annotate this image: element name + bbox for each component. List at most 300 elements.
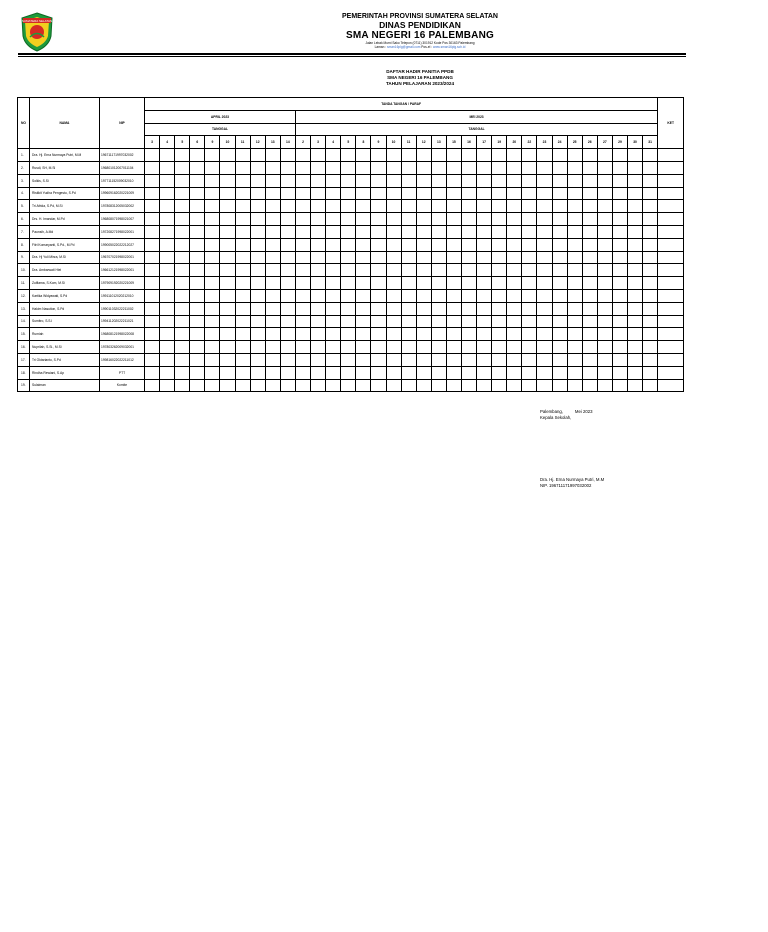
signature-cell[interactable]	[582, 264, 597, 277]
signature-cell[interactable]	[145, 302, 160, 315]
signature-cell[interactable]	[507, 277, 522, 290]
signature-cell[interactable]	[341, 366, 356, 379]
signature-cell[interactable]	[446, 341, 461, 354]
signature-cell[interactable]	[356, 149, 371, 162]
signature-cell[interactable]	[597, 353, 612, 366]
signature-cell[interactable]	[507, 187, 522, 200]
signature-cell[interactable]	[280, 366, 295, 379]
signature-cell[interactable]	[612, 251, 627, 264]
signature-cell[interactable]	[160, 174, 175, 187]
signature-cell[interactable]	[326, 225, 341, 238]
signature-cell[interactable]	[537, 353, 552, 366]
signature-cell[interactable]	[326, 341, 341, 354]
signature-cell[interactable]	[431, 187, 446, 200]
signature-cell[interactable]	[612, 289, 627, 302]
signature-cell[interactable]	[220, 264, 235, 277]
signature-cell[interactable]	[326, 315, 341, 328]
signature-cell[interactable]	[446, 264, 461, 277]
signature-cell[interactable]	[205, 225, 220, 238]
signature-cell[interactable]	[507, 315, 522, 328]
signature-cell[interactable]	[311, 161, 326, 174]
signature-cell[interactable]	[250, 225, 265, 238]
signature-cell[interactable]	[537, 251, 552, 264]
signature-cell[interactable]	[416, 149, 431, 162]
signature-cell[interactable]	[567, 289, 582, 302]
signature-cell[interactable]	[537, 315, 552, 328]
signature-cell[interactable]	[205, 213, 220, 226]
signature-cell[interactable]	[250, 149, 265, 162]
signature-cell[interactable]	[371, 277, 386, 290]
signature-cell[interactable]	[175, 200, 190, 213]
signature-cell[interactable]	[235, 187, 250, 200]
signature-cell[interactable]	[205, 277, 220, 290]
signature-cell[interactable]	[628, 161, 643, 174]
signature-cell[interactable]	[492, 328, 507, 341]
signature-cell[interactable]	[220, 149, 235, 162]
signature-cell[interactable]	[280, 187, 295, 200]
signature-cell[interactable]	[160, 161, 175, 174]
signature-cell[interactable]	[160, 353, 175, 366]
signature-cell[interactable]	[567, 264, 582, 277]
signature-cell[interactable]	[477, 341, 492, 354]
signature-cell[interactable]	[401, 328, 416, 341]
signature-cell[interactable]	[265, 353, 280, 366]
signature-cell[interactable]	[160, 302, 175, 315]
ket-cell[interactable]	[658, 277, 684, 290]
signature-cell[interactable]	[386, 366, 401, 379]
signature-cell[interactable]	[582, 277, 597, 290]
signature-cell[interactable]	[446, 238, 461, 251]
signature-cell[interactable]	[341, 289, 356, 302]
signature-cell[interactable]	[567, 302, 582, 315]
signature-cell[interactable]	[597, 187, 612, 200]
signature-cell[interactable]	[311, 341, 326, 354]
signature-cell[interactable]	[597, 328, 612, 341]
signature-cell[interactable]	[265, 379, 280, 392]
signature-cell[interactable]	[552, 353, 567, 366]
signature-cell[interactable]	[461, 315, 476, 328]
signature-cell[interactable]	[537, 366, 552, 379]
signature-cell[interactable]	[371, 174, 386, 187]
signature-cell[interactable]	[356, 302, 371, 315]
signature-cell[interactable]	[175, 238, 190, 251]
signature-cell[interactable]	[416, 379, 431, 392]
signature-cell[interactable]	[416, 187, 431, 200]
signature-cell[interactable]	[431, 149, 446, 162]
signature-cell[interactable]	[326, 174, 341, 187]
signature-cell[interactable]	[265, 328, 280, 341]
signature-cell[interactable]	[175, 302, 190, 315]
signature-cell[interactable]	[220, 174, 235, 187]
signature-cell[interactable]	[477, 213, 492, 226]
signature-cell[interactable]	[612, 174, 627, 187]
signature-cell[interactable]	[416, 213, 431, 226]
signature-cell[interactable]	[356, 161, 371, 174]
signature-cell[interactable]	[477, 187, 492, 200]
signature-cell[interactable]	[612, 302, 627, 315]
signature-cell[interactable]	[582, 353, 597, 366]
signature-cell[interactable]	[446, 149, 461, 162]
signature-cell[interactable]	[265, 187, 280, 200]
signature-cell[interactable]	[416, 289, 431, 302]
signature-cell[interactable]	[567, 341, 582, 354]
signature-cell[interactable]	[582, 161, 597, 174]
signature-cell[interactable]	[597, 302, 612, 315]
signature-cell[interactable]	[461, 379, 476, 392]
signature-cell[interactable]	[431, 161, 446, 174]
signature-cell[interactable]	[371, 264, 386, 277]
signature-cell[interactable]	[401, 277, 416, 290]
signature-cell[interactable]	[401, 161, 416, 174]
signature-cell[interactable]	[265, 302, 280, 315]
signature-cell[interactable]	[537, 238, 552, 251]
signature-cell[interactable]	[311, 213, 326, 226]
signature-cell[interactable]	[220, 366, 235, 379]
signature-cell[interactable]	[280, 238, 295, 251]
signature-cell[interactable]	[175, 251, 190, 264]
signature-cell[interactable]	[628, 213, 643, 226]
signature-cell[interactable]	[160, 149, 175, 162]
signature-cell[interactable]	[371, 238, 386, 251]
signature-cell[interactable]	[356, 341, 371, 354]
signature-cell[interactable]	[446, 200, 461, 213]
signature-cell[interactable]	[265, 213, 280, 226]
signature-cell[interactable]	[552, 328, 567, 341]
signature-cell[interactable]	[628, 302, 643, 315]
signature-cell[interactable]	[220, 379, 235, 392]
signature-cell[interactable]	[416, 328, 431, 341]
signature-cell[interactable]	[356, 264, 371, 277]
signature-cell[interactable]	[250, 341, 265, 354]
signature-cell[interactable]	[507, 238, 522, 251]
signature-cell[interactable]	[522, 353, 537, 366]
signature-cell[interactable]	[205, 379, 220, 392]
ket-cell[interactable]	[658, 238, 684, 251]
signature-cell[interactable]	[341, 225, 356, 238]
signature-cell[interactable]	[492, 200, 507, 213]
signature-cell[interactable]	[477, 238, 492, 251]
signature-cell[interactable]	[537, 149, 552, 162]
signature-cell[interactable]	[356, 213, 371, 226]
signature-cell[interactable]	[522, 200, 537, 213]
signature-cell[interactable]	[567, 200, 582, 213]
signature-cell[interactable]	[507, 174, 522, 187]
signature-cell[interactable]	[401, 251, 416, 264]
signature-cell[interactable]	[386, 328, 401, 341]
signature-cell[interactable]	[567, 225, 582, 238]
signature-cell[interactable]	[461, 200, 476, 213]
signature-cell[interactable]	[522, 225, 537, 238]
signature-cell[interactable]	[492, 225, 507, 238]
signature-cell[interactable]	[341, 302, 356, 315]
signature-cell[interactable]	[492, 289, 507, 302]
signature-cell[interactable]	[311, 174, 326, 187]
signature-cell[interactable]	[295, 379, 310, 392]
signature-cell[interactable]	[552, 289, 567, 302]
signature-cell[interactable]	[431, 328, 446, 341]
signature-cell[interactable]	[612, 200, 627, 213]
signature-cell[interactable]	[356, 315, 371, 328]
signature-cell[interactable]	[552, 161, 567, 174]
signature-cell[interactable]	[643, 149, 658, 162]
signature-cell[interactable]	[552, 341, 567, 354]
signature-cell[interactable]	[250, 200, 265, 213]
signature-cell[interactable]	[280, 353, 295, 366]
signature-cell[interactable]	[250, 174, 265, 187]
signature-cell[interactable]	[431, 277, 446, 290]
signature-cell[interactable]	[643, 264, 658, 277]
signature-cell[interactable]	[235, 366, 250, 379]
signature-cell[interactable]	[597, 264, 612, 277]
signature-cell[interactable]	[537, 187, 552, 200]
signature-cell[interactable]	[552, 187, 567, 200]
signature-cell[interactable]	[446, 328, 461, 341]
signature-cell[interactable]	[643, 328, 658, 341]
signature-cell[interactable]	[250, 328, 265, 341]
signature-cell[interactable]	[190, 251, 205, 264]
signature-cell[interactable]	[295, 238, 310, 251]
ket-cell[interactable]	[658, 366, 684, 379]
signature-cell[interactable]	[371, 379, 386, 392]
signature-cell[interactable]	[175, 264, 190, 277]
signature-cell[interactable]	[265, 289, 280, 302]
signature-cell[interactable]	[371, 187, 386, 200]
signature-cell[interactable]	[461, 302, 476, 315]
signature-cell[interactable]	[537, 213, 552, 226]
signature-cell[interactable]	[582, 238, 597, 251]
signature-cell[interactable]	[280, 315, 295, 328]
signature-cell[interactable]	[205, 251, 220, 264]
signature-cell[interactable]	[612, 238, 627, 251]
signature-cell[interactable]	[386, 302, 401, 315]
signature-cell[interactable]	[250, 251, 265, 264]
signature-cell[interactable]	[145, 161, 160, 174]
signature-cell[interactable]	[401, 379, 416, 392]
signature-cell[interactable]	[295, 289, 310, 302]
signature-cell[interactable]	[643, 302, 658, 315]
signature-cell[interactable]	[205, 328, 220, 341]
signature-cell[interactable]	[522, 302, 537, 315]
signature-cell[interactable]	[552, 213, 567, 226]
signature-cell[interactable]	[160, 341, 175, 354]
signature-cell[interactable]	[401, 187, 416, 200]
ket-cell[interactable]	[658, 149, 684, 162]
signature-cell[interactable]	[401, 225, 416, 238]
signature-cell[interactable]	[220, 187, 235, 200]
signature-cell[interactable]	[431, 289, 446, 302]
signature-cell[interactable]	[280, 213, 295, 226]
signature-cell[interactable]	[175, 328, 190, 341]
signature-cell[interactable]	[280, 225, 295, 238]
signature-cell[interactable]	[416, 251, 431, 264]
signature-cell[interactable]	[582, 200, 597, 213]
signature-cell[interactable]	[190, 366, 205, 379]
signature-cell[interactable]	[477, 315, 492, 328]
signature-cell[interactable]	[567, 213, 582, 226]
signature-cell[interactable]	[537, 225, 552, 238]
signature-cell[interactable]	[190, 149, 205, 162]
signature-cell[interactable]	[492, 264, 507, 277]
signature-cell[interactable]	[295, 213, 310, 226]
signature-cell[interactable]	[643, 187, 658, 200]
signature-cell[interactable]	[416, 225, 431, 238]
signature-cell[interactable]	[446, 315, 461, 328]
signature-cell[interactable]	[643, 315, 658, 328]
signature-cell[interactable]	[235, 328, 250, 341]
signature-cell[interactable]	[522, 251, 537, 264]
signature-cell[interactable]	[341, 353, 356, 366]
signature-cell[interactable]	[371, 161, 386, 174]
signature-cell[interactable]	[190, 302, 205, 315]
signature-cell[interactable]	[205, 187, 220, 200]
signature-cell[interactable]	[220, 213, 235, 226]
signature-cell[interactable]	[205, 264, 220, 277]
signature-cell[interactable]	[311, 353, 326, 366]
signature-cell[interactable]	[371, 251, 386, 264]
signature-cell[interactable]	[628, 264, 643, 277]
signature-cell[interactable]	[552, 302, 567, 315]
signature-cell[interactable]	[552, 277, 567, 290]
signature-cell[interactable]	[628, 366, 643, 379]
signature-cell[interactable]	[295, 264, 310, 277]
signature-cell[interactable]	[597, 174, 612, 187]
signature-cell[interactable]	[461, 161, 476, 174]
signature-cell[interactable]	[461, 213, 476, 226]
signature-cell[interactable]	[250, 302, 265, 315]
signature-cell[interactable]	[537, 174, 552, 187]
signature-cell[interactable]	[416, 315, 431, 328]
signature-cell[interactable]	[280, 289, 295, 302]
signature-cell[interactable]	[160, 328, 175, 341]
signature-cell[interactable]	[597, 149, 612, 162]
signature-cell[interactable]	[628, 200, 643, 213]
signature-cell[interactable]	[492, 341, 507, 354]
signature-cell[interactable]	[326, 238, 341, 251]
signature-cell[interactable]	[386, 264, 401, 277]
signature-cell[interactable]	[552, 174, 567, 187]
signature-cell[interactable]	[643, 353, 658, 366]
signature-cell[interactable]	[205, 366, 220, 379]
signature-cell[interactable]	[567, 238, 582, 251]
signature-cell[interactable]	[265, 366, 280, 379]
signature-cell[interactable]	[160, 238, 175, 251]
signature-cell[interactable]	[371, 341, 386, 354]
signature-cell[interactable]	[582, 149, 597, 162]
ket-cell[interactable]	[658, 161, 684, 174]
signature-cell[interactable]	[160, 200, 175, 213]
signature-cell[interactable]	[477, 200, 492, 213]
signature-cell[interactable]	[145, 341, 160, 354]
signature-cell[interactable]	[356, 187, 371, 200]
signature-cell[interactable]	[582, 379, 597, 392]
signature-cell[interactable]	[220, 225, 235, 238]
signature-cell[interactable]	[160, 187, 175, 200]
signature-cell[interactable]	[492, 379, 507, 392]
signature-cell[interactable]	[326, 161, 341, 174]
signature-cell[interactable]	[597, 289, 612, 302]
signature-cell[interactable]	[582, 225, 597, 238]
signature-cell[interactable]	[401, 315, 416, 328]
signature-cell[interactable]	[477, 328, 492, 341]
signature-cell[interactable]	[326, 213, 341, 226]
signature-cell[interactable]	[522, 149, 537, 162]
signature-cell[interactable]	[341, 161, 356, 174]
signature-cell[interactable]	[537, 289, 552, 302]
signature-cell[interactable]	[175, 277, 190, 290]
signature-cell[interactable]	[507, 200, 522, 213]
signature-cell[interactable]	[537, 328, 552, 341]
signature-cell[interactable]	[643, 174, 658, 187]
ket-cell[interactable]	[658, 353, 684, 366]
signature-cell[interactable]	[145, 225, 160, 238]
signature-cell[interactable]	[386, 161, 401, 174]
signature-cell[interactable]	[401, 366, 416, 379]
signature-cell[interactable]	[311, 200, 326, 213]
signature-cell[interactable]	[431, 302, 446, 315]
signature-cell[interactable]	[371, 353, 386, 366]
signature-cell[interactable]	[280, 149, 295, 162]
signature-cell[interactable]	[280, 302, 295, 315]
signature-cell[interactable]	[356, 353, 371, 366]
signature-cell[interactable]	[235, 353, 250, 366]
signature-cell[interactable]	[461, 174, 476, 187]
signature-cell[interactable]	[145, 251, 160, 264]
signature-cell[interactable]	[401, 264, 416, 277]
signature-cell[interactable]	[522, 379, 537, 392]
signature-cell[interactable]	[175, 225, 190, 238]
signature-cell[interactable]	[552, 379, 567, 392]
signature-cell[interactable]	[461, 264, 476, 277]
signature-cell[interactable]	[446, 225, 461, 238]
signature-cell[interactable]	[265, 149, 280, 162]
signature-cell[interactable]	[220, 200, 235, 213]
ket-cell[interactable]	[658, 341, 684, 354]
signature-cell[interactable]	[446, 366, 461, 379]
signature-cell[interactable]	[190, 187, 205, 200]
signature-cell[interactable]	[280, 251, 295, 264]
signature-cell[interactable]	[326, 277, 341, 290]
signature-cell[interactable]	[416, 341, 431, 354]
signature-cell[interactable]	[145, 366, 160, 379]
signature-cell[interactable]	[386, 341, 401, 354]
signature-cell[interactable]	[582, 315, 597, 328]
signature-cell[interactable]	[416, 353, 431, 366]
signature-cell[interactable]	[416, 277, 431, 290]
signature-cell[interactable]	[612, 213, 627, 226]
signature-cell[interactable]	[220, 238, 235, 251]
signature-cell[interactable]	[386, 251, 401, 264]
signature-cell[interactable]	[265, 264, 280, 277]
signature-cell[interactable]	[431, 213, 446, 226]
signature-cell[interactable]	[507, 149, 522, 162]
signature-cell[interactable]	[628, 277, 643, 290]
signature-cell[interactable]	[356, 225, 371, 238]
signature-cell[interactable]	[446, 174, 461, 187]
signature-cell[interactable]	[461, 366, 476, 379]
signature-cell[interactable]	[326, 200, 341, 213]
signature-cell[interactable]	[612, 353, 627, 366]
signature-cell[interactable]	[175, 353, 190, 366]
signature-cell[interactable]	[582, 251, 597, 264]
signature-cell[interactable]	[295, 302, 310, 315]
signature-cell[interactable]	[145, 328, 160, 341]
signature-cell[interactable]	[205, 302, 220, 315]
signature-cell[interactable]	[145, 174, 160, 187]
signature-cell[interactable]	[235, 161, 250, 174]
signature-cell[interactable]	[446, 289, 461, 302]
signature-cell[interactable]	[522, 264, 537, 277]
signature-cell[interactable]	[311, 289, 326, 302]
